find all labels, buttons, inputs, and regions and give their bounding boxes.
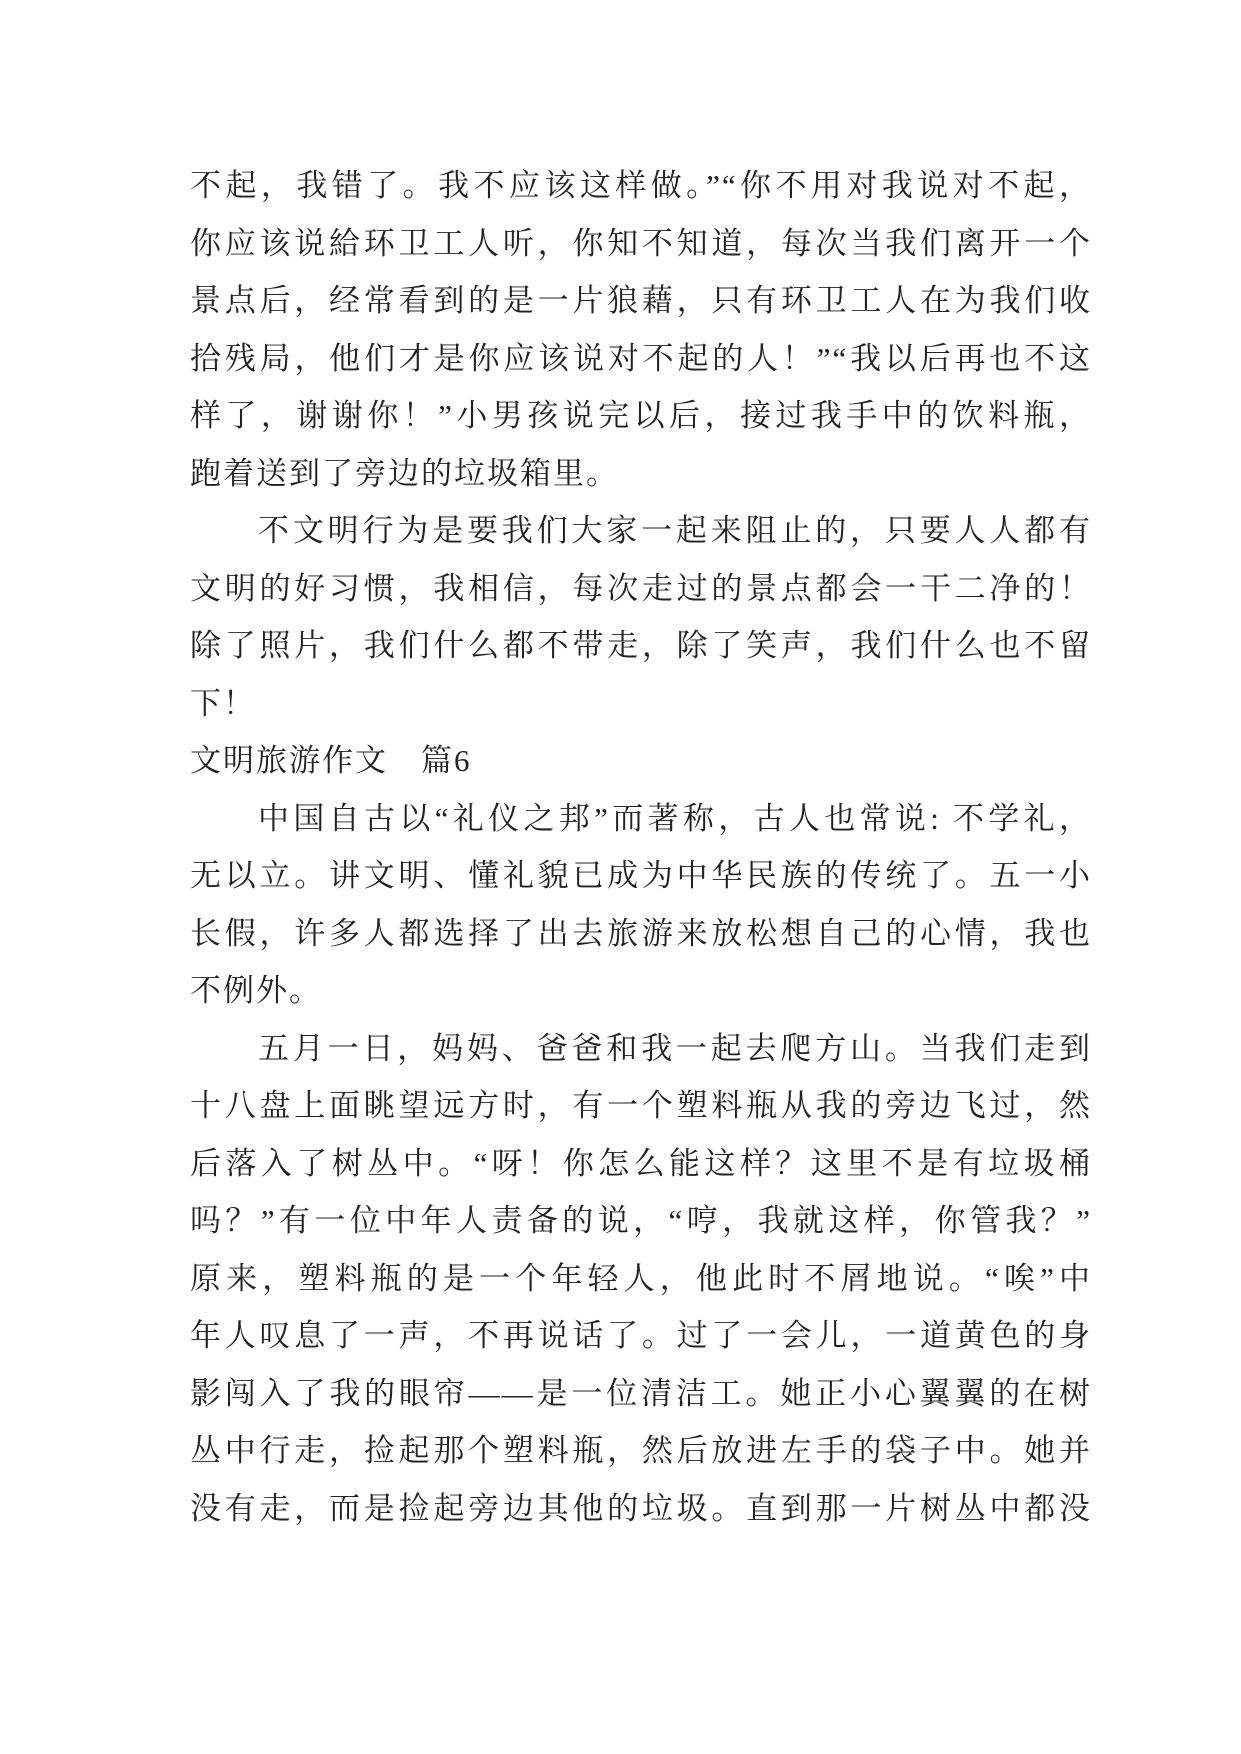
text-line: 长假，许多人都选择了出去旅游来放松想自己的心情，我也 [190,915,1092,951]
text-line: 不文明行为是要我们大家一起来阻止的，只要人人都有 [258,513,1092,548]
text-line: 五月一日，妈妈、爸爸和我一起去爬方山。当我们走到 [258,1030,1092,1066]
text-line: 中国自古以“礼仪之邦”而著称，古人也常说: 不学礼， [258,800,1092,836]
text-line: 不例外。 [190,973,322,1008]
text-line: 文明旅游作文 篇6 [190,743,472,778]
text-line: 样了，谢谢你！”小男孩说完以后，接过我手中的饮料瓶， [190,398,1092,433]
section-heading [190,732,1092,790]
text-line: 影闯入了我的眼帘——是一位清洁工。她正小心翼翼的在树 [190,1375,1092,1411]
text-line: 年人叹息了一声，不再说话了。过了一会儿，一道黄色的身 [190,1318,1092,1353]
text-line: 拾残局，他们才是你应该说对不起的人！”“我以后再也不这 [190,340,1092,376]
text-line: 下！ [190,685,256,721]
text-body [190,157,1092,1537]
text-line: 景点后，经常看到的是一片狼藉，只有环卫工人在为我们收 [190,283,1092,318]
text-line: 不起，我错了。我不应该这样做。”“你不用对我说对不起， [190,168,1092,203]
text-line: 跑着送到了旁边的垃圾箱里。 [190,455,619,491]
text-line: 十八盘上面眺望远方时，有一个塑料瓶从我的旁边飞过，然 [190,1088,1092,1123]
text-line: 无以立。讲文明、懂礼貌已成为中华民族的传统了。五一小 [190,858,1092,893]
text-line: 原来，塑料瓶的是一个年轻人，他此时不屑地说。“唉”中 [190,1260,1092,1296]
text-line: 后落入了树丛中。“呀！你怎么能这样？这里不是有垃圾桶 [190,1145,1092,1181]
paragraph [190,790,1092,1020]
paragraph [190,157,1092,502]
paragraph [190,502,1092,732]
text-line: 没有走，而是捡起旁边其他的垃圾。直到那一片树丛中都没 [190,1490,1092,1526]
text-line: 你应该说給环卫工人听，你知不知道，每次当我们离开一个 [190,225,1092,261]
text-line: 丛中行走，捡起那个塑料瓶，然后放进左手的袋子中。她并 [190,1433,1092,1468]
paragraph [190,1020,1092,1538]
text-line: 吗？”有一位中年人责备的说，“哼，我就这样，你管我？” [190,1203,1092,1238]
text-line: 除了照片，我们什么都不带走，除了笑声，我们什么也不留 [190,628,1092,663]
text-line: 文明的好习惯，我相信，每次走过的景点都会一干二净的！ [190,570,1092,606]
